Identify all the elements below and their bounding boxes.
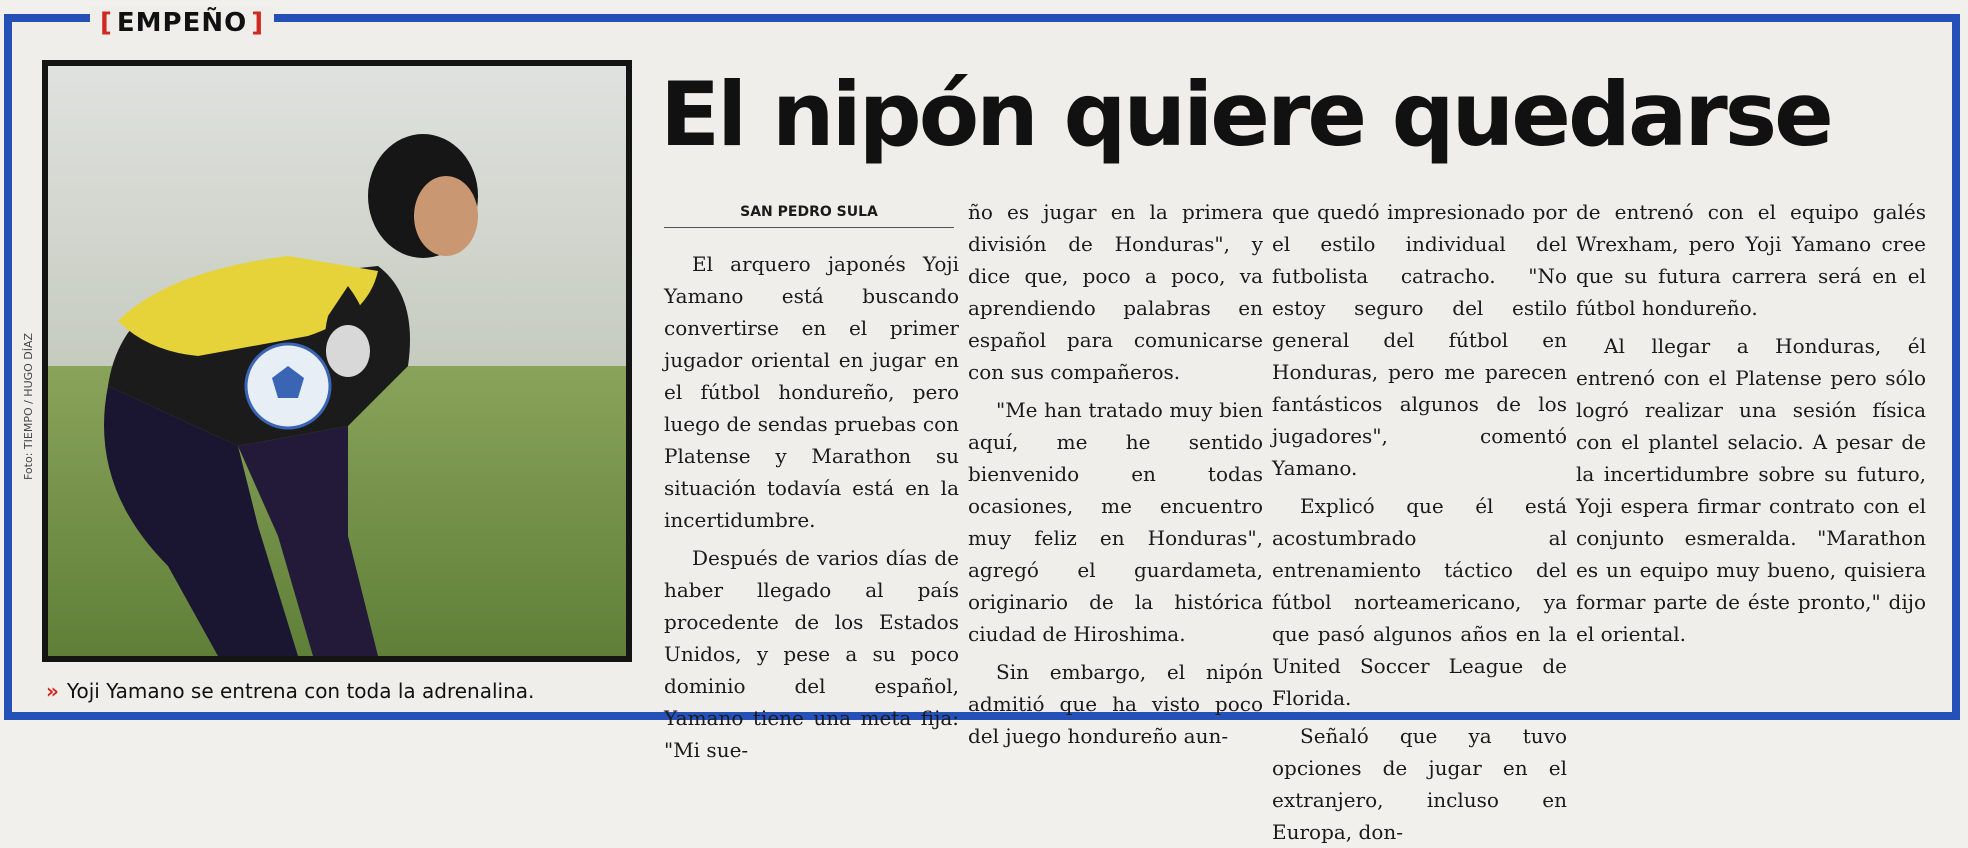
paragraph: "Me han tratado muy bien aquí, me he sentido bienvenido en todas ocasiones, me encuentro muy feliz en Honduras", agregó el guardameta, originario de la histórica ciudad de Hiroshima. bbox=[968, 398, 1263, 646]
paragraph: de entrenó con el equipo galés Wrexham, pero Yoji Yamano cree que su futura carrera será en el fútbol hondureño. bbox=[1576, 200, 1926, 320]
section-label bbox=[90, 6, 274, 40]
dateline: SAN PEDRO SULA bbox=[664, 198, 954, 228]
paragraph: ño es jugar en la primera división de Honduras", y dice que, poco a poco, va aprendiendo palabras en español para comunicarse con sus compañeros. bbox=[968, 200, 1263, 384]
article-column-2 bbox=[968, 196, 1263, 748]
article-column-4 bbox=[1576, 196, 1926, 696]
caption-arrow-icon: » bbox=[46, 679, 59, 703]
photo-caption-text: Yoji Yamano se entrena con toda la adrenalina. bbox=[66, 679, 535, 703]
paragraph: Explicó que él está acostumbrado al entrenamiento táctico del fútbol norteamericano, ya que pasó algunos años en la United Soccer League de Florida. bbox=[1272, 494, 1567, 710]
headline: El nipón quiere quedarse bbox=[660, 63, 1831, 166]
paragraph: El arquero japonés Yoji Yamano está buscando convertirse en el primer jugador oriental en jugar en el fútbol hondureño, pero luego de sendas pruebas con Platense y Marathon su situación todavía está en la incertidumbre. bbox=[664, 252, 959, 532]
section-label-text: EMPEÑO bbox=[116, 8, 248, 38]
paragraph: Al llegar a Honduras, él entrenó con el Platense pero sólo logró realizar una sesión física con el plantel selacio. A pesar de la incertidumbre sobre su futuro, Yoji espera firmar contrato con el conjunto esmeralda. "Marathon es un equipo muy bueno, quisiera formar parte de éste pronto," dijo el oriental. bbox=[1576, 334, 1926, 646]
photo-caption bbox=[46, 676, 646, 706]
bracket-right: ] bbox=[251, 8, 265, 38]
bracket-left: [ bbox=[100, 8, 113, 38]
article-photo bbox=[42, 60, 632, 662]
paragraph: que quedó impresionado por el estilo individual del futbolista catracho. "No estoy seguro del estilo general del fútbol en Honduras, pero me parecen fantásticos algunos de los jugadores", comentó Yamano. bbox=[1272, 200, 1567, 480]
article-column-3 bbox=[1272, 196, 1567, 844]
goalkeeper-photo bbox=[48, 66, 626, 656]
article-column-1 bbox=[664, 248, 959, 762]
photo-credit: Foto: TIEMPO / HUGO DÍAZ bbox=[22, 332, 35, 480]
paragraph: Señaló que ya tuvo opciones de jugar en el extranjero, incluso en Europa, don- bbox=[1272, 724, 1567, 844]
paragraph: Después de varios días de haber llegado al país procedente de los Estados Unidos, y pese a su poco dominio del español, Yamano tiene una meta fija: "Mi sue- bbox=[664, 546, 959, 762]
paragraph: Sin embargo, el nipón admitió que ha visto poco del juego hondureño aun- bbox=[968, 660, 1263, 748]
